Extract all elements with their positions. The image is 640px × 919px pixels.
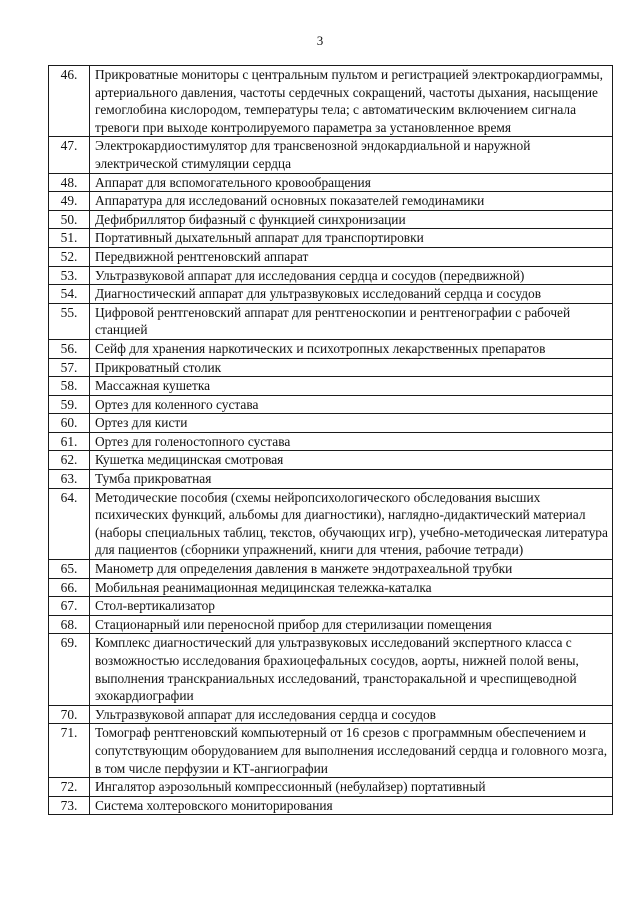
table-row — [49, 705, 613, 724]
table-row — [49, 578, 613, 597]
row-number: 56. — [49, 339, 90, 358]
row-text: Ультразвуковой аппарат для исследования сердца и сосудов — [90, 705, 613, 724]
equipment-table — [48, 65, 613, 815]
row-text: Аппаратура для исследований основных показателей гемодинамики — [90, 192, 613, 211]
row-number: 69. — [49, 634, 90, 705]
table-row — [49, 229, 613, 248]
row-number: 62. — [49, 451, 90, 470]
row-text: Система холтеровского мониторирования — [90, 796, 613, 815]
row-text: Аппарат для вспомогательного кровообращения — [90, 173, 613, 192]
table-row — [49, 597, 613, 616]
row-number: 52. — [49, 247, 90, 266]
row-number: 55. — [49, 303, 90, 339]
row-text: Тумба прикроватная — [90, 470, 613, 489]
row-text: Мобильная реанимационная медицинская тележка-каталка — [90, 578, 613, 597]
row-number: 61. — [49, 432, 90, 451]
table-row — [49, 724, 613, 778]
row-text: Ортез для кисти — [90, 414, 613, 433]
page-number: 3 — [316, 33, 324, 48]
row-number: 60. — [49, 414, 90, 433]
row-number: 51. — [49, 229, 90, 248]
row-text: Прикроватные мониторы с центральным пультом и регистрацией электрокардиограммы, артериального давления, частоты сердечных сокращений, частоты дыхания, насыщение гемоглобина кислородом, температуры тела; с автоматическим включением сигнала тревоги при выходе контролируемого параметра за установленное время — [90, 66, 613, 137]
row-text: Цифровой рентгеновский аппарат для рентгеноскопии и рентгенографии с рабочей станцией — [90, 303, 613, 339]
table-row — [49, 778, 613, 797]
table-row — [49, 285, 613, 304]
table-row — [49, 488, 613, 559]
table-row — [49, 358, 613, 377]
row-text: Прикроватный столик — [90, 358, 613, 377]
table-row — [49, 560, 613, 579]
row-number: 50. — [49, 210, 90, 229]
row-number: 53. — [49, 266, 90, 285]
row-number: 66. — [49, 578, 90, 597]
row-text: Методические пособия (схемы нейропсихологического обследования высших психических функций, альбомы для диагностики), наглядно-дидактический материал (наборы специальных таблиц, текстов, обучающих игр), учебно-методическая литература для пациентов (сборники упражнений, книги для чтения, рабочие тетради) — [90, 488, 613, 559]
row-text: Портативный дыхательный аппарат для транспортировки — [90, 229, 613, 248]
row-text: Ультразвуковой аппарат для исследования сердца и сосудов (передвижной) — [90, 266, 613, 285]
row-text: Стационарный или переносной прибор для стерилизации помещения — [90, 615, 613, 634]
row-text: Ингалятор аэрозольный компрессионный (небулайзер) портативный — [90, 778, 613, 797]
row-text: Кушетка медицинская смотровая — [90, 451, 613, 470]
row-number: 72. — [49, 778, 90, 797]
row-number: 63. — [49, 470, 90, 489]
table-row — [49, 470, 613, 489]
row-number: 67. — [49, 597, 90, 616]
row-text: Томограф рентгеновский компьютерный от 16 срезов с программным обеспечением и сопутствующим оборудованием для выполнения исследований сердца и головного мозга, в том числе перфузии и КТ-ангиографии — [90, 724, 613, 778]
row-text: Манометр для определения давления в манжете эндотрахеальной трубки — [90, 560, 613, 579]
row-number: 49. — [49, 192, 90, 211]
row-text: Стол-вертикализатор — [90, 597, 613, 616]
row-text: Сейф для хранения наркотических и психотропных лекарственных препаратов — [90, 339, 613, 358]
table-row — [49, 137, 613, 173]
table-row — [49, 615, 613, 634]
row-number: 70. — [49, 705, 90, 724]
row-number: 59. — [49, 395, 90, 414]
row-text: Передвижной рентгеновский аппарат — [90, 247, 613, 266]
row-text: Ортез для коленного сустава — [90, 395, 613, 414]
table-row — [49, 303, 613, 339]
table-row — [49, 414, 613, 433]
table-row — [49, 634, 613, 705]
table-row — [49, 192, 613, 211]
row-text: Массажная кушетка — [90, 377, 613, 396]
row-number: 57. — [49, 358, 90, 377]
row-number: 46. — [49, 66, 90, 137]
table-row — [49, 432, 613, 451]
row-number: 47. — [49, 137, 90, 173]
table-row — [49, 796, 613, 815]
row-number: 68. — [49, 615, 90, 634]
row-number: 73. — [49, 796, 90, 815]
table-row — [49, 247, 613, 266]
row-number: 48. — [49, 173, 90, 192]
table-row — [49, 173, 613, 192]
table-row — [49, 395, 613, 414]
row-number: 58. — [49, 377, 90, 396]
row-text: Диагностический аппарат для ультразвуковых исследований сердца и сосудов — [90, 285, 613, 304]
row-text: Ортез для голеностопного сустава — [90, 432, 613, 451]
row-text: Электрокардиостимулятор для трансвенозной эндокардиальной и наружной электрической стимуляции сердца — [90, 137, 613, 173]
row-number: 64. — [49, 488, 90, 559]
table-row — [49, 451, 613, 470]
table-row — [49, 266, 613, 285]
row-text: Комплекс диагностический для ультразвуковых исследований экспертного класса с возможностью исследования брахиоцефальных сосудов, аорты, нижней полой вены, выполнения транскраниальных исследований, трансторакальной и чреспищеводной эхокардиографии — [90, 634, 613, 705]
table-row — [49, 377, 613, 396]
table-row — [49, 339, 613, 358]
row-text: Дефибриллятор бифазный с функцией синхронизации — [90, 210, 613, 229]
row-number: 65. — [49, 560, 90, 579]
row-number: 71. — [49, 724, 90, 778]
table-row — [49, 210, 613, 229]
row-number: 54. — [49, 285, 90, 304]
table-row — [49, 66, 613, 137]
